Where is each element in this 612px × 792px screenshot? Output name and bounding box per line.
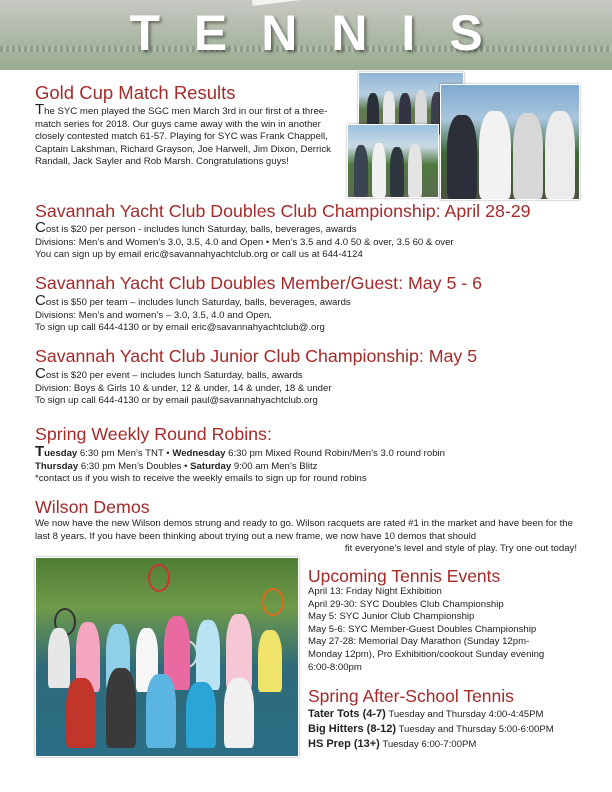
drop-cap: C [35,365,46,382]
wednesday-text: 6:30 pm Mixed Round Robin/Men’s 3.0 round robin [225,448,446,459]
wilson-paragraph-end: fit everyone’s level and style of play. Try one out today! [344,543,577,555]
tuesday-label: uesday [44,448,78,459]
program-label: HS Prep (13+) [308,738,380,750]
drop-cap: C [35,292,46,309]
after-school-heading: Spring After-School Tennis [308,686,514,706]
event-item: May 5-6: SYC Member-Guest Doubles Championship [308,623,537,635]
drop-cap: T [35,443,45,460]
after-school-row [308,707,598,722]
event-item: April 13: Friday Night Exhibition [308,586,442,597]
doubles-divisions: Divisions: Men’s and Women’s 3.0, 3.5, 4.0 and Open • Men’s 3.5 and 4.0 50 & over, 3.5 60 & over [35,236,454,248]
tuesday-text: 6:30 pm Men’s TNT • [77,448,173,459]
round-robins-text [35,443,595,486]
saturday-text: 9:00 am Men’s Blitz [231,460,318,472]
program-schedule: Tuesday and Thursday 4:00-4:45PM [385,709,544,720]
program-schedule: Tuesday 6:00-7:00PM [379,739,477,750]
round-robins-heading: Spring Weekly Round Robins: [35,424,272,444]
after-school-list [308,707,598,752]
upcoming-events-list [308,586,598,674]
thursday-text: 6:30 pm Men’s Doubles • [78,460,191,472]
member-guest-signup: To sign up call 644-4130 or by email eric@savannahyachtclub@.org [35,322,325,334]
member-guest-text [35,292,595,335]
wilson-heading: Wilson Demos [35,497,150,517]
program-label: Tater Tots (4-7) [308,708,386,720]
after-school-row [308,737,598,752]
tennis-banner [0,0,612,70]
upcoming-events-heading: Upcoming Tennis Events [308,566,501,586]
member-guest-divisions: Divisions: Men’s and women’s – 3.0, 3.5, 4.0 and Open. [35,309,272,321]
gold-cup-text [35,101,347,169]
drop-cap: T [35,101,45,118]
member-guest-cost: ost is $50 per team – includes lunch Saturday, balls, beverages, awards [45,297,351,308]
wilson-paragraph: We now have the new Wilson demos strung and ready to go. Wilson racquets are rated #1 in the market and have been for the last 8 years. If you have been thinking about trying out a new frame, we now have 10 demos that should [35,518,573,542]
wednesday-label: Wednesday [172,448,226,459]
doubles-signup: You can sign up by email eric@savannahyachtclub.org or call us at 644-4124 [35,249,363,261]
event-item: May 5: SYC Junior Club Championship [308,611,475,623]
doubles-championship-text [35,219,595,262]
program-label: Big Hitters (8-12) [308,723,397,735]
round-robins-note: *contact us if you wish to receive the weekly emails to sign up for round robins [35,473,367,485]
junior-signup: To sign up call 644-4130 or by email paul@savannahyachtclub.org [35,395,318,407]
after-school-row [308,722,598,737]
wilson-text [35,518,577,556]
event-item: April 29-30: SYC Doubles Club Championship [308,598,504,610]
program-schedule: Tuesday and Thursday 5:00-6:00PM [396,724,554,735]
member-guest-heading: Savannah Yacht Club Doubles Member/Guest: May 5 - 6 [35,273,483,293]
event-item: Monday 12pm), Pro Exhibition/cookout Sunday evening [308,648,545,660]
thursday-label: Thursday [35,460,79,472]
drop-cap: C [35,219,46,236]
junior-cost: ost is $20 per event – includes lunch Saturday, balls, awards [45,370,303,381]
players-photo-court [347,124,439,198]
junior-players-photo [35,557,299,757]
banner-title: TENNIS [129,5,517,61]
event-item: May 27-28: Memorial Day Marathon (Sunday 12pm- [308,636,530,648]
junior-heading: Savannah Yacht Club Junior Club Championship: May 5 [35,346,478,366]
gold-cup-paragraph: he SYC men played the SGC men March 3rd in our first of a three- match series for 2018. Our guys came away with the win in another closely contested match 61-57. Playing for SYC was Frank Chappell, Captain Lakshman, Richard Grayson, Joe Harwell, Jim Dixon, Derrick Randall, Jack Sayler and Rob Marsh. Congratulations guys! [35,106,331,168]
saturday-label: Saturday [190,460,232,472]
event-item: 6:00-8:00pm [308,661,362,673]
junior-text [35,365,595,408]
junior-divisions: Division: Boys & Girls 10 & under, 12 & under, 14 & under, 18 & under [35,382,332,394]
gold-cup-heading: Gold Cup Match Results [35,82,236,103]
doubles-cost: ost is $20 per person - includes lunch Saturday, balls, beverages, awards [45,224,357,235]
doubles-championship-heading: Savannah Yacht Club Doubles Club Championship: April 28-29 [35,201,531,221]
team-photo-closeup [440,84,580,200]
